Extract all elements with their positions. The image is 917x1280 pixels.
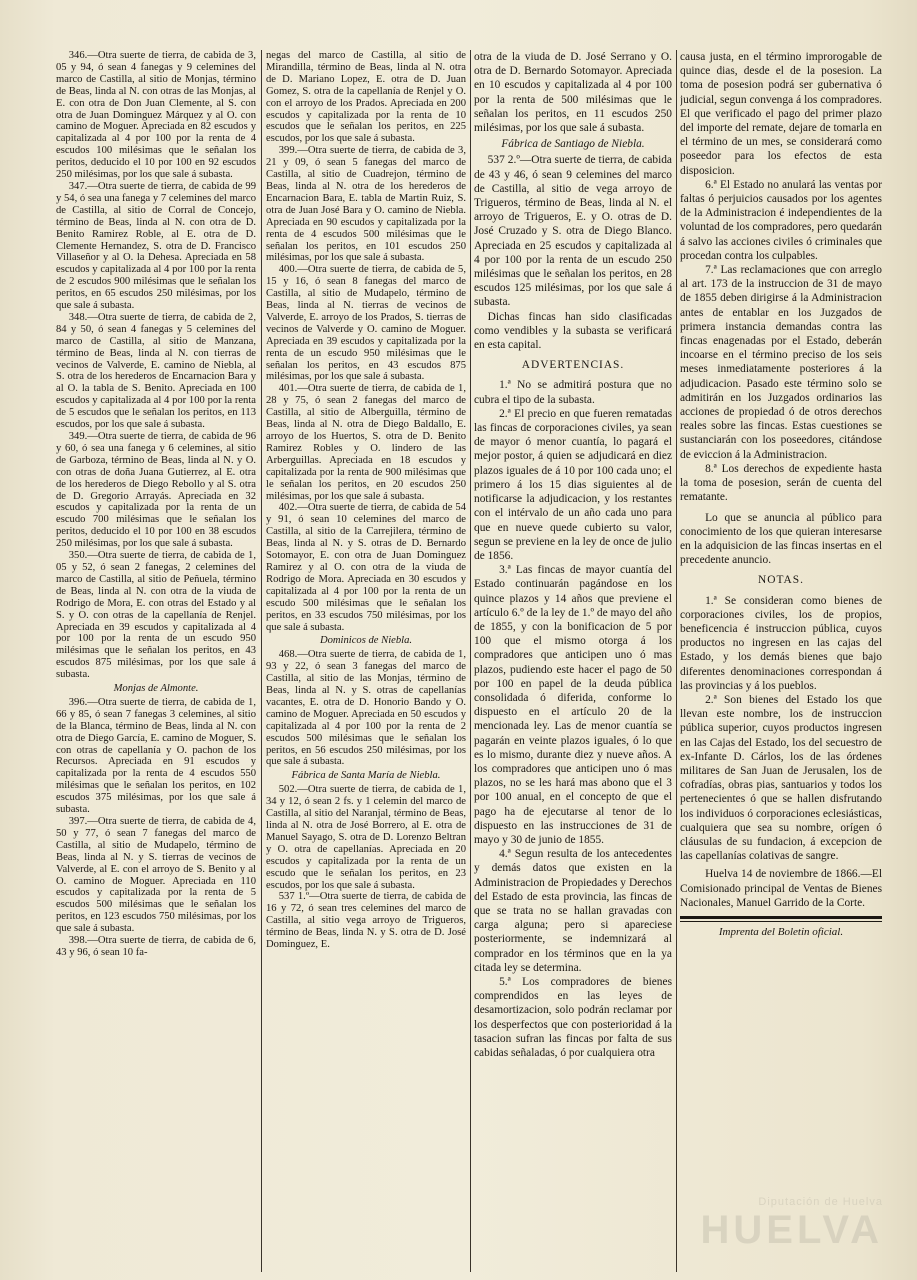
lot-entry: 398.—Otra suerte de tierra, de cabida de 6, 43 y 96, ó sean 10 fa- (56, 935, 256, 958)
advertencia-item: 5.ª Los compradores de bienes comprendidos en las leyes de desamortizacion, solo podrán reclamar por los desperfectos que con posterioridad á la tasacion sufran las fincas por falta de sus cabidas señaladas, ó por cualquiera otra (474, 976, 672, 1060)
lot-entry: 537 2.º—Otra suerte de tierra, de cabida de 43 y 46, ó sean 9 celemines del marco de Castilla, al sitio de vega arroyo de Trigueros, término de Beas, linda al N. el arroyo de Trigueros, E. y O. otras de D. José Cruzado y S. otra de Diego Blanco. Apreciada en 25 escudos y capitalizada al 4 por 100 por la renta de un escudo 250 milésimas que le señalan los peritos, en 28 escudos 125 milésimas, por los que sale á subasta. (474, 154, 672, 309)
lot-entry: 397.—Otra suerte de tierra, de cabida de 4, 50 y 77, ó sean 7 fanegas del marco de Castilla, al sitio de Mudapelo, término de Beas, linda al N. y S. tierras de vecinos de Valverde, al E. con el arroyo de S. Benito y al O. camino de Moguer. Apreciada en 110 escudos y capitalizada por la renta de 5 escudos 500 milésimas que le señalan los peritos, en 123 escudos 750 milésimas, por los que sale á subasta. (56, 816, 256, 935)
notas-heading: NOTAS. (758, 574, 804, 587)
lot-entry: 350.—Otra suerte de tierra, de cabida de 1, 05 y 52, ó sean 2 fanegas, 2 celemines del marco de Castilla, al sitio de Peñuela, término de Beas, linda al N. con otra de la viuda de Rodrigo de Mora, E. con otras del Estado y al S. y O. con otras de la capellanía de Renjel. Apreciada en 39 escudos y capitalizada al 4 por 100 por la renta de un escudo 950 milésimas que le señalan los peritos, en 43 escudos 875 milésimas, por los que sale á subasta. (56, 550, 256, 681)
advertencia-item: 1.ª No se admitirá postura que no cubra el tipo de la subasta. (474, 379, 672, 406)
lot-entry: 400.—Otra suerte de tierra, de cabida de 5, 15 y 16, ó sean 8 fanegas del marco de Castilla, al sitio de Mudapelo, término de Beas, linda al N. tierras de vecinos de Valverde, E. arroyo de los Prados, S. tierras de vecinos de Valverde y O. camino de Moguer. Apreciada en 39 escudos y capitalizada por la renta de un escudo 950 milésimas que le señalan los peritos, en 43 escudos 875 milésimas, por los que sale á subasta. (266, 264, 466, 383)
watermark-main: HUELVA (700, 1208, 883, 1252)
advertencia-item: 2.ª El precio en que fueren rematadas las fincas de corporaciones civiles, ya sean de mayor ó menor cuantía, lo pagará el mejor postor, á quien se adjudicará en diez plazos iguales de á 10 por 100 cada uno; el primero á los 15 dias siguientes al de notificarse la adjudicacion, y los restantes con el intérvalo de un año cada uno para que en nueve quede cubierto su valor, segun se previene en la ley de once de julio de 1856. (474, 407, 672, 562)
lot-entry: 396.—Otra suerte de tierra, de cabida de 1, 66 y 85, ó sean 7 fanegas 3 celemines, al sitio de la Blanca, término de Beas, linda al N. con otra de Diego García, E. camino de Moguer, S. con otras de capellanía y O. pachon de los Recursos. Apreciada en 91 escudos y capitalizada por la renta de 4 escudos 550 milésimas que le señalan los peritos, en 102 escudos 375 milésimas, por los que sale á subasta. (56, 696, 256, 816)
printer-imprint: Imprenta del Boletin oficial. (718, 925, 844, 938)
column-divider (470, 50, 471, 1272)
lot-entry: 346.—Otra suerte de tierra, de cabida de 3, 05 y 94, ó sean 4 fanegas y 9 celemines del marco de Castilla, al sitio de Monjas, término de Beas, linda al N. con otras de las Monjas, al E. con otra de Don Juan Clemente, al S. con otra de Juan Dominguez Márquez y al O. con camino de Moguer. Apreciada en 82 escudos y capitalizada al 4 por 100 por la renta de 4 escudos 100 milésimas que le señalan los peritos, deducido el 10 por 100 en 92 escudos 250 milésimas, por los que sale á subasta. (56, 50, 256, 181)
lot-entry: 399.—Otra suerte de tierra, de cabida de 3, 21 y 09, ó sean 5 fanegas del marco de Castilla, al sitio de Cuadrejon, término de Beas, linda al N. otra de los herederos de Encarnacion Bara, E. tabla de Martin Ruiz, S. otra de Juan José Bara y O. camino de Niebla. Apreciada en 90 escudos y capitalizada por la renta de 4 escudos 500 milésimas que le señalan los peritos, en 101 escudos 250 milésimas, por los que sale á subasta. (266, 145, 466, 264)
advertencia-item: 7.ª Las reclamaciones que con arreglo al art. 173 de la instruccion de 31 de mayo de 1855 deben dirigirse á la Administracion antes de entablar en los Juzgados de primera instancia demandas contra las fincas enagenadas por el Estado, deberán incoarse en el término preciso de los seis meses inmediatamente posteriores á la adjudicacion. Pasado este término solo se admitirán en los Juzgados ordinarios las acciones de propiedad ó de otros derechos reales sobre las fincas. Estas cuestiones se sustanciarán con los poseedores, citándose de eviccion á la Administracion. (680, 264, 882, 461)
text-column-4 (680, 50, 882, 1272)
advertencias-heading: ADVERTENCIAS. (521, 359, 625, 372)
section-heading: Fábrica de Santa María de Niebla. (291, 770, 441, 782)
lot-entry: 349.—Otra suerte de tierra, de cabida de 96 y 60, ó sea una fanega y 6 celemines, al sitio de Garboza, término de Beas, linda al N. y O. con otras de doña Juana Gutierrez, al E. otra de los herederos de Diego Rebollo y al S. otra de D. Gregorio Arrayás. Apreciada en 32 escudos y capitalizada por la renta de un escudo 700 milésimas que le señalan los peritos, deducido el 10 por 100 en 38 escudos 250 milésimas, por los que sale á subasta. (56, 431, 256, 550)
advertencia-item: 8.ª Los derechos de expediente hasta la toma de posesion, serán de cuenta del rematante. (680, 462, 882, 504)
text-column-1 (56, 50, 256, 1272)
advertencia-item: 4.ª Segun resulta de los antecedentes y demás datos que existen en la Administracion de Propiedades y Derechos del Estado de esta provincia, las fincas de que se trata no se hallan gravadas con carga alguna; pero si apareciese posteriormente, se indemnizará al comprador en los términos que en la ya citada ley se determina. (474, 848, 672, 974)
archive-watermark (633, 1196, 883, 1252)
lot-entry: 348.—Otra suerte de tierra, de cabida de 2, 84 y 50, ó sean 4 fanegas y 5 celemines del marco de Castilla, al sitio de Manzana, término de Beas, linda al N. con tierras de vecinos de Valverde, E. camino de Niebla, al S. otra de los herederos de Encarnacion Bara y al O. la tabla de S. Benito. Apreciada en 100 escudos y capitalizada al 4 por 100 por la renta de 5 escudos que le señalan los peritos, en 113 escudos, por los que sale á subasta. (56, 311, 256, 431)
lot-entry: 402.—Otra suerte de tierra, de cabida de 54 y 91, ó sean 10 celemines del marco de Castilla, al sitio de la Carrejilera, término de Beas, linda al N. y S. otras de D. Bernardo Sotomayor, E. con otra de Juan Dominguez Ramirez y al O. con otra de la viuda de Rodrigo de Mora. Apreciada en 30 escudos y capitalizada al 4 por 100 por la renta de un escudo 500 milésimas que le señalan los peritos, en 33 escudos 750 milésimas, por los que sale á subasta. (266, 502, 466, 633)
lot-entry: negas del marco de Castilla, al sitio de Mirandilla, término de Beas, linda al N. otra de D. Mariano Lopez, E. otra de D. Juan Gomez, S. otra de la capellanía de Renjel y O. con el arroyo de los Prados. Apreciada en 200 escudos y capitalizada por la renta de 10 escudos que le señalan los peritos, en 225 escudos, por los que sale á subasta. (266, 50, 466, 145)
advertencia-item: 3.ª Las fincas de mayor cuantía del Estado continuarán pagándose en los quince plazos y 14 años que previene el artículo 6.º de la ley de 1.º de mayo del año de 1855, y con la bonificacion de 5 por 100 que el mismo otorga á los compradores que anticipen uno ó mas plazos, pudiendo este hacer el pago de 50 por 100 en papel de la deuda pública consolidada ó diferida, conforme lo dispuesto en el artículo 20 de la mencionada ley. Las de menor cuantía se pagarán en veinte plazos iguales, ó lo que es lo mismo, durante diez y nueve años. A los compradores que anticipen uno ó mas plazos, no se les hará mas abono que el 3 por 100 anual, en el concepto de que el pago ha de ejecutarse al tenor de lo dispuesto en las instrucciones de 31 de mayo y 30 de junio de 1855. (474, 564, 672, 846)
lot-entry: 468.—Otra suerte de tierra, de cabida de 1, 93 y 22, ó sean 3 fanegas del marco de Castilla, al sitio de las Monjas, término de Beas, linda al N. y S. otras de capellanías vacantes, E. otra de D. Honorio Bando y O. camino de Moguer. Apreciada en 50 escudos y capitalizada al 4 por 100 por la renta de 2 escudos 500 milésimas que le señalan los peritos, en 56 escudos 250 milésimas, por los que sale á subasta. (266, 649, 466, 768)
printer-rule (680, 916, 882, 922)
lot-entry: 347.—Otra suerte de tierra, de cabida de 99 y 54, ó sea una fanega y 7 celemines del marco de Castilla, al sitio de Corral de Concejo, término de Beas, linda al N. con otra de D. Benito Ramirez Roble, al E. otra de D. Clemente Hernandez, S. otra de D. Francisco Villaseñor y al O. la Dehesa. Apreciada en 58 escudos y capitalizada al 4 por 100 por la renta de 2 escudos 900 milésimas que le señalan los peritos, en 65 escudos 250 milésimas, por los que sale á subasta. (56, 180, 256, 312)
text-column-2 (266, 50, 466, 1272)
lot-entry: 502.—Otra suerte de tierra, de cabida de 1, 34 y 12, ó sean 2 fs. y 1 celemin del marco de Castilla, al sitio del Naranjal, término de Beas, linda al N. otra de José Borrero, al E. otra de Manuel Sayago, S. otra de D. Lorenzo Beltran y O. otra de capellanías. Apreciada en 20 escudos y capitalizada por la renta de un escudo que le señalan los peritos, en 23 escudos, por los que sale á subasta. (266, 784, 466, 891)
column-divider (261, 50, 262, 1272)
column-divider (676, 50, 677, 1272)
lot-entry: 401.—Otra suerte de tierra, de cabida de 1, 28 y 75, ó sean 2 fanegas del marco de Castilla, al sitio de Alberguilla, término de Beas, linda al N. otra de Diego Baldallo, E. arroyo de los Huertos, S. otra de D. Benito Ramirez Robles y O. lindero de las Arberguillas. Apreciada en 18 escudos y capitalizada por la renta de 900 milésimas que le señalan los peritos, en 20 escudos 250 milésimas, por los que sale á subasta. (266, 383, 466, 502)
watermark-sub: Diputación de Huelva (758, 1196, 883, 1208)
section-heading: Fábrica de Santiago de Niebla. (501, 138, 645, 151)
section-heading: Monjas de Almonte. (113, 683, 199, 695)
signature-block: Huelva 14 de noviembre de 1866.—El Comisionado principal de Ventas de Bienes Nacionales, Manuel Garrido de la Corte. (680, 868, 882, 909)
classification-note: Dichas fincas han sido clasificadas como vendibles y la subasta se verificará en esta capital. (474, 310, 672, 352)
nota-item: 2.ª Son bienes del Estado los que llevan este nombre, los de instruccion pública superior, cuyos productos ingresen en las Cajas del Estado, los del secuestro de ex-Infante D. Cárlos, los de las órdenes militares de San Juan de Jerusalen, los de cofradías, obras pias, santuarios y todos los pertenecientes ó que se hallen disfrutando los individuos ó corporaciones eclesiásticas, cualquiera que sea su nombre, orígen ó cláusulas de su fundacion, á excepcion de las capellanías colativas de sangre. (680, 693, 882, 863)
text-column-3 (474, 50, 672, 1272)
lot-entry: 537 1.º—Otra suerte de tierra, de cabida de 16 y 72, ó sean tres celemines del marco de Castilla, al sitio vega arroyo de Trigueros, término de Beas, linda N. y S. otra de D. José Dominguez, E. (266, 891, 466, 951)
advertencia-continued: causa justa, en el término improrogable de quince dias, desde el de la posesion. La toma de posesion podrá ser gubernativa ó judicial, segun convenga á los compradores. El que verificado el pago del primer plazo del importe del remate, dejare de tomarla en el término de un mes, se considerará como poseedor para los efectos de esta disposicion. (680, 51, 882, 177)
nota-item: 1.ª Se consideran como bienes de corporaciones civiles, los de propios, beneficencia é instruccion pública, cuyos productos no ingresen en las cajas del Estado, y los demás bienes que bajo diferentes denominaciones correspondan á las provincias y á los pueblos. (680, 594, 882, 692)
announcement-note: Lo que se anuncia al público para conocimiento de los que quieran interesarse en la adquisicion de las fincas insertas en el precedente anuncio. (680, 511, 882, 567)
section-heading: Dominicos de Niebla. (319, 635, 413, 647)
advertencia-item: 6.ª El Estado no anulará las ventas por faltas ó perjuicios causados por los agentes de la Administracion é independientes de la voluntad de los compradores, pero quedarán á salvo las acciones civiles ó criminales que procedan contra los culpables. (680, 178, 882, 262)
lot-entry: otra de la viuda de D. José Serrano y O. otra de D. Bernardo Sotomayor. Apreciada en 10 escudos y capitalizada al 4 por 100 por la renta de 500 milésimas que le señalan los peritos, en 11 escudos 250 milésimas, por los que sale á subasta. (474, 51, 672, 135)
